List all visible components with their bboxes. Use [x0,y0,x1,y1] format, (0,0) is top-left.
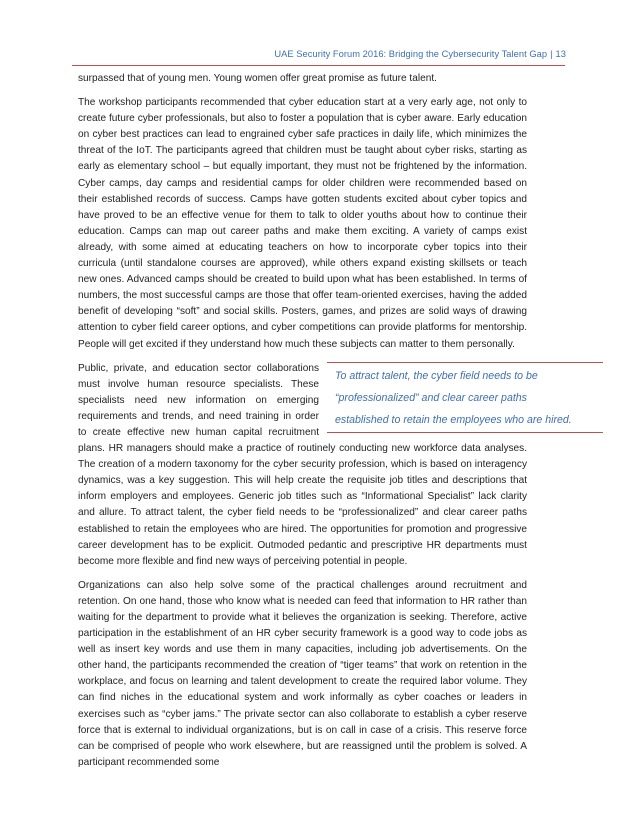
paragraph-2: The workshop participants recommended that cyber education start at a very early age, not only to create future cyber professionals, but also to foster a population that is cyber aware. Early education on cyber best practices can lead to engrained cyber safe practices in daily life, which minimizes the threat of the IoT. The participants agreed that children must be taught about cyber risks, starting as early as elementary school – but equally important, they must not be frightened by the information. Cyber camps, day camps and residential camps for older children were recommended based on their established records of success. Camps have gotten students excited about cyber topics and have proved to be an effective venue for them to talk to older youths about how to continue their education. Camps can map out career paths and make them exciting. A variety of camps exist already, with some aimed at educating teachers on how to incorporate cyber topics into their curricula (until standalone courses are approved), while others expand existing skillsets or teach new ones. Advanced camps should be created to build upon what has been established. In terms of numbers, the most successful camps are those that offer team-oriented exercises, having the added benefit of developing “soft” and social skills. Posters, games, and prizes are solid ways of drawing attention to cyber field career options, and cyber competitions can provide platforms for mentorship. People will get excited if they understand how much these subjects can matter to them personally. [78,97,527,350]
paragraph-1: surpassed that of young men. Young women offer great promise as future talent. [78,73,437,84]
page-number: 13 [555,49,566,59]
header-separator: | [550,49,553,59]
pull-quote-line-1: To attract talent, the cyber field needs to be [335,369,538,382]
header-rule [72,65,565,66]
paragraph-4: Organizations can also help solve some of the practical challenges around recruitment and retention. On one hand, those who know what is needed can feed that information to HR rather than waiting for the department to provide what it believes the organization is seeking. Therefore, active participation in the establishment of an HR cyber security framework is a good way to code jobs as well as insert key words and use them in many capacities, including job advertisements. On the other hand, the participants recommended the creation of “tiger teams” that work on retention in the workplace, and focus on learning and talent development to create the required labor volume. They can find niches in the educational system and work informally as cyber coaches or leaders in exercises such as “cyber jams.” The private sector can also collaborate to establish a cyber reserve force that is external to individual organizations, but is on call in case of a crisis. This reserve force can be comprised of people who work elsewhere, but are reassigned until the problem is solved. A participant recommended some [78,579,527,768]
pull-quote-line-2: “professionalized” and clear career paths [335,391,527,404]
pull-quote-line-3: established to retain the employees who are hired. [335,413,572,426]
body-text [78,71,572,779]
pull-quote [327,362,603,433]
running-header [274,49,566,59]
header-title: UAE Security Forum 2016: Bridging the Cybersecurity Talent Gap [274,49,548,59]
paragraph-3: Public, private, and education sector collaborations must involve human resource specialists. These specialists need new information on emerging requirements and trends, and need training in order to create effective new human capital recruitment plans. HR managers should make a practice of routinely conducting new workforce data analyses. The creation of a modern taxonomy for the cyber security profession, which is based on interagency dynamics, was a key suggestion. This will help create the requisite job titles and descriptions that inform employers and employees. Generic job titles such as “Informational Specialist” lack clarity and allure. To attract talent, the cyber field needs to be “professionalized” and clear career paths established to retain the employees who are hired. The opportunities for promotion and progressive career development has to be explicit. Outmoded pedantic and prescriptive HR departments must become more flexible and find new ways of perceiving potential in people. [78,362,527,567]
